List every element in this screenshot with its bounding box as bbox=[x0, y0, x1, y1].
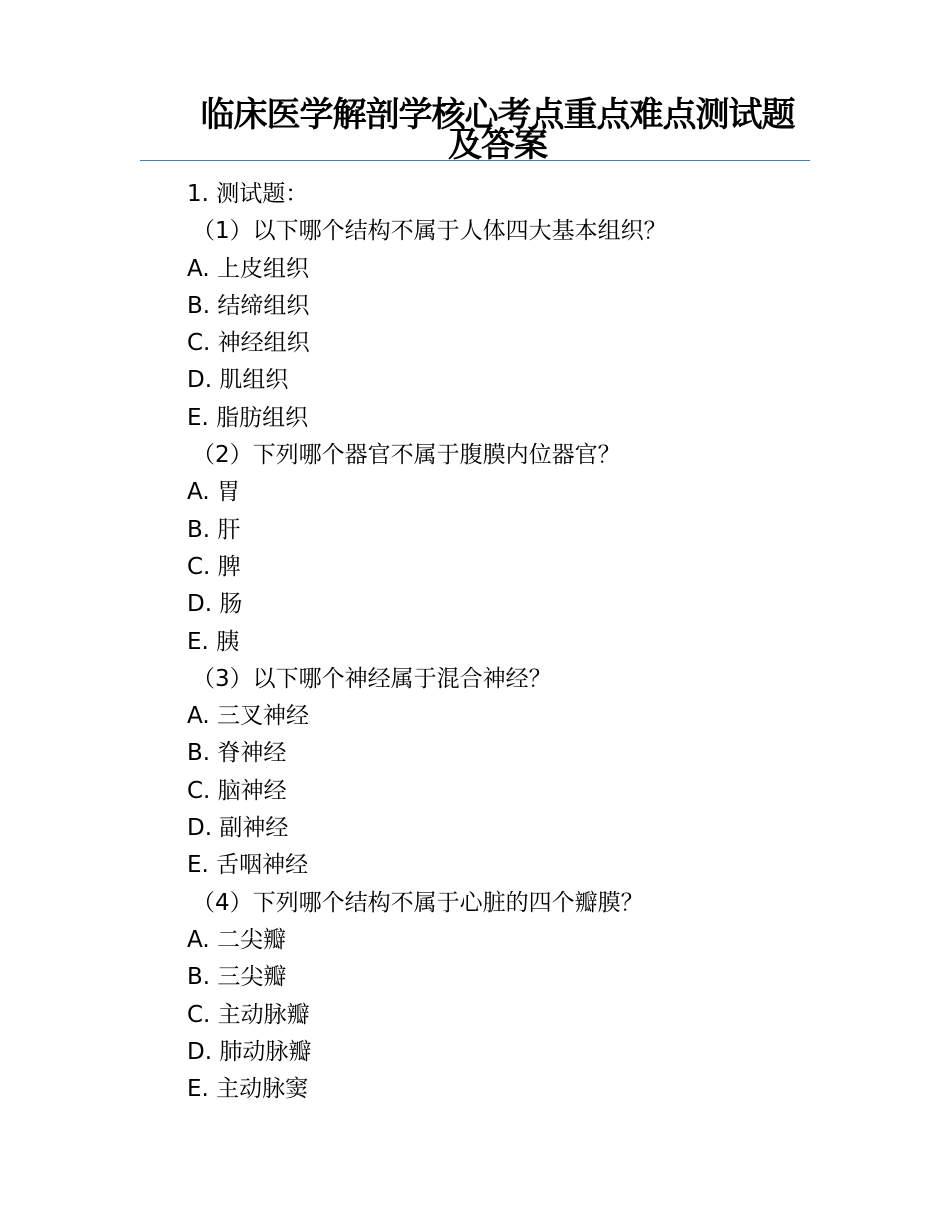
question-4-option-d: D. 肺动脉瓣 bbox=[187, 1038, 312, 1065]
document-title: 临床医学解剖学核心考点重点难点测试题及答案 bbox=[200, 95, 795, 165]
question-2-option-d: D. 肠 bbox=[187, 591, 243, 618]
question-1-option-d: D. 肌组织 bbox=[187, 367, 289, 394]
question-3: （3）以下哪个神经属于混合神经？ bbox=[192, 665, 552, 692]
question-2-option-c: C. 脾 bbox=[187, 553, 241, 580]
section-heading: 1. 测试题： bbox=[187, 181, 309, 207]
question-2-option-a: A. 胃 bbox=[187, 479, 240, 506]
question-1-option-e: E. 脂肪组织 bbox=[187, 404, 309, 431]
question-1: （1）以下哪个结构不属于人体四大基本组织？ bbox=[192, 218, 667, 245]
question-3-option-e: E. 舌咽神经 bbox=[187, 852, 309, 879]
question-1-option-c: C. 神经组织 bbox=[187, 330, 310, 357]
title-divider bbox=[140, 160, 810, 161]
question-4-option-e: E. 主动脉窦 bbox=[187, 1076, 309, 1103]
question-4-option-a: A. 二尖瓣 bbox=[187, 926, 286, 953]
question-3-option-b: B. 脊神经 bbox=[187, 740, 287, 767]
question-1-option-b: B. 结缔组织 bbox=[187, 292, 310, 319]
question-2: （2）下列哪个器官不属于腹膜内位器官？ bbox=[192, 442, 621, 469]
question-3-option-a: A. 三叉神经 bbox=[187, 703, 309, 730]
question-4-option-b: B. 三尖瓣 bbox=[187, 964, 287, 991]
question-3-option-d: D. 副神经 bbox=[187, 815, 289, 842]
question-2-option-e: E. 胰 bbox=[187, 628, 240, 655]
question-3-option-c: C. 脑神经 bbox=[187, 777, 287, 804]
question-4-option-c: C. 主动脉瓣 bbox=[187, 1001, 310, 1028]
question-4: （4）下列哪个结构不属于心脏的四个瓣膜？ bbox=[192, 889, 644, 916]
question-2-option-b: B. 肝 bbox=[187, 516, 241, 543]
document-body bbox=[187, 176, 827, 1108]
question-1-option-a: A. 上皮组织 bbox=[187, 255, 309, 282]
